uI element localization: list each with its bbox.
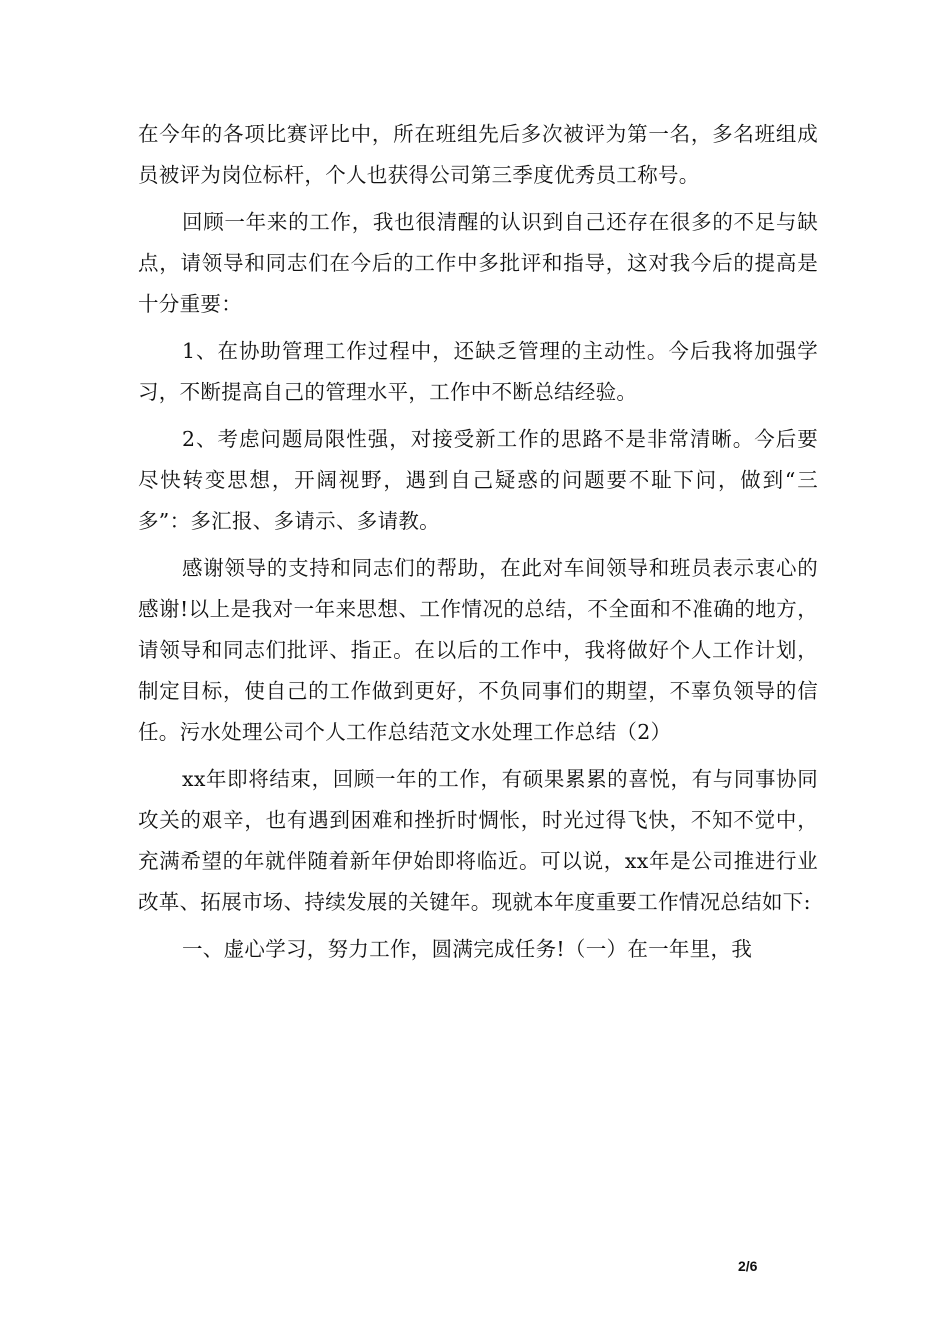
paragraph-4: 2、考虑问题局限性强，对接受新工作的思路不是非常清晰。今后要尽快转变思想，开阔视野，遇到自己疑惑的问题要不耻下问，做到“三多”：多汇报、多请示、多请教。 [138,427,818,533]
paragraph-6: xx年即将结束，回顾一年的工作，有硕果累累的喜悦，有与同事协同攻关的艰辛，也有遇到困难和挫折时惆怅，时光过得飞快，不知不觉中，充满希望的年就伴随着新年伊始即将临近。可以说，xx年是公司推进行业改革、拓展市场、持续发展的关键年。现就本年度重要工作情况总结如下: [138,767,818,914]
paragraph-3: 1、在协助管理工作过程中，还缺乏管理的主动性。今后我将加强学习，不断提高自己的管理水平，工作中不断总结经验。 [138,339,818,404]
page-number: 2/6 [738,1258,758,1274]
paragraph-5: 感谢领导的支持和同志们的帮助，在此对车间领导和班员表示衷心的感谢!以上是我对一年来思想、工作情况的总结，不全面和不准确的地方，请领导和同志们批评、指正。在以后的工作中，我将做好个人工作计划，制定目标，使自己的工作做到更好，不负同事们的期望，不辜负领导的信任。污水处理公司个人工作总结范文水处理工作总结（2） [138,556,818,744]
paragraph-2: 回顾一年来的工作，我也很清醒的认识到自己还存在很多的不足与缺点，请领导和同志们在今后的工作中多批评和指导，这对我今后的提高是十分重要： [138,210,818,316]
paragraph-1: 在今年的各项比赛评比中，所在班组先后多次被评为第一名，多名班组成员被评为岗位标杆，个人也获得公司第三季度优秀员工称号。 [138,122,818,187]
document-body [138,114,818,976]
paragraph-7: 一、虚心学习，努力工作，圆满完成任务!（一）在一年里，我 [182,937,753,961]
